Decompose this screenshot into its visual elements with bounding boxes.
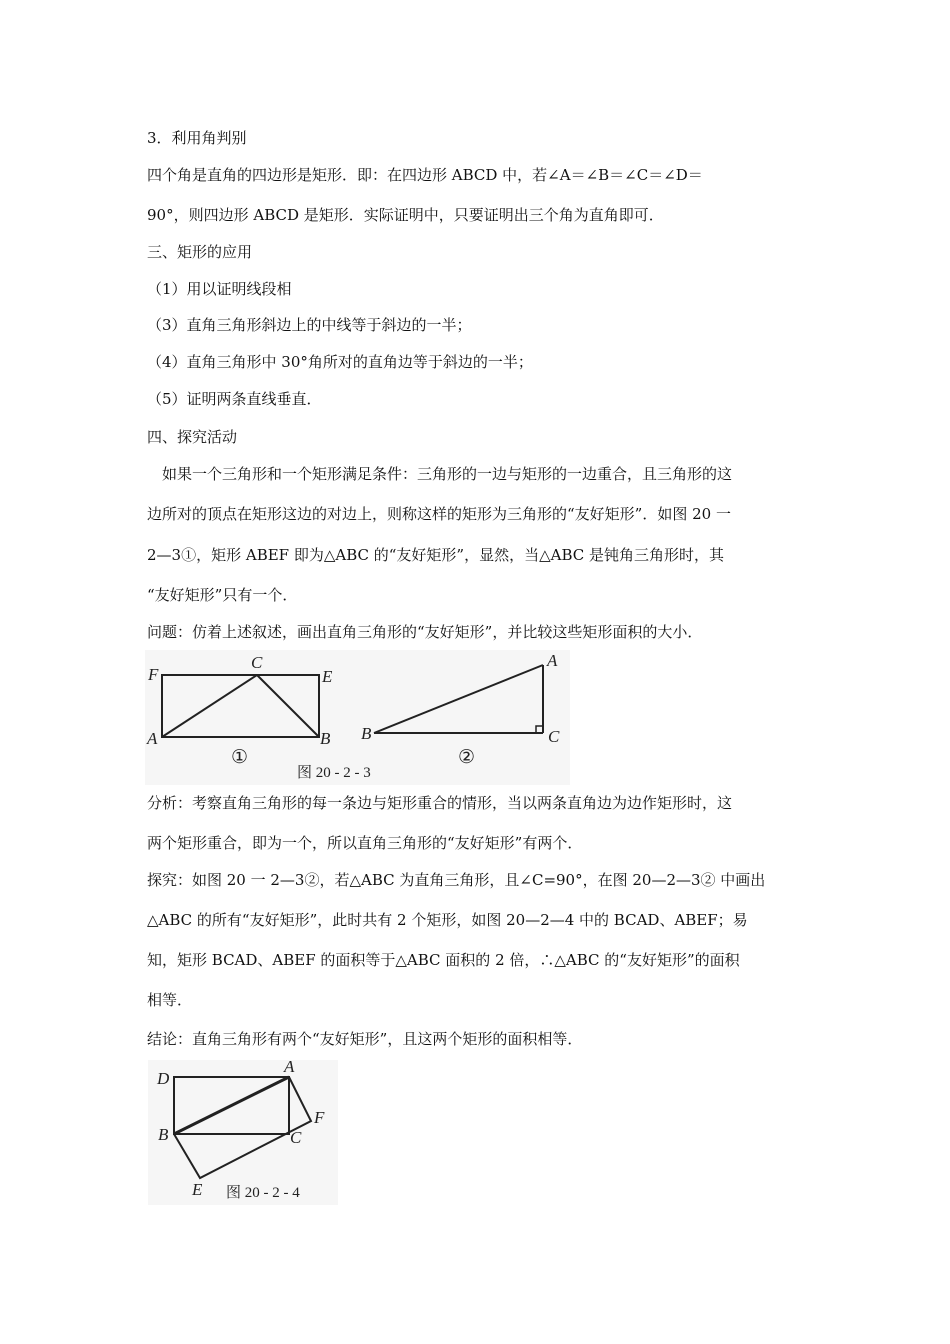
line-1: 3．利用角判别 <box>147 129 247 147</box>
line-21: 结论：直角三角形有两个“友好矩形”，且这两个矩形的面积相等． <box>147 1030 583 1048</box>
line-14: 问题：仿着上述叙述，画出直角三角形的“友好矩形”，并比较这些矩形面积的大小． <box>147 623 703 641</box>
line-12: 2—3①，矩形 ABEF 即为△ABC 的“友好矩形”，显然，当△ABC 是钝角三角形时，其 <box>147 546 725 564</box>
line-5: （1）用以证明线段相 <box>147 280 292 298</box>
line-19: 知，矩形 BCAD、ABEF 的面积等于△ABC 面积的 2 倍，∴△ABC 的“友好矩形”的面积 <box>147 951 740 969</box>
line-7: （4）直角三角形中 30°角所对的直角边等于斜边的一半； <box>147 353 533 371</box>
subfigure-2-mark: ② <box>458 747 476 768</box>
label-c-3: C <box>290 1128 302 1147</box>
line-11: 边所对的顶点在矩形这边的对边上，则称这样的矩形为三角形的“友好矩形”．如图 20 一 <box>147 505 731 523</box>
line-8: （5）证明两条直线垂直． <box>147 390 322 408</box>
label-f: F <box>148 665 159 684</box>
figure-20-2-4 <box>148 1060 338 1205</box>
line-16: 两个矩形重合，即为一个，所以直角三角形的“友好矩形”有两个． <box>147 834 583 852</box>
line-9: 四、探究活动 <box>147 428 238 446</box>
line-20: 相等． <box>147 991 193 1009</box>
label-d: D <box>157 1069 170 1088</box>
label-c: C <box>251 653 263 672</box>
subfigure-1-mark: ① <box>231 747 249 768</box>
label-b-3: B <box>158 1125 169 1144</box>
label-e-2: E <box>192 1180 203 1199</box>
line-17: 探究：如图 20 一 2—3②，若△ABC 为直角三角形，且∠C=90°，在图 20—2—3② 中画出 <box>147 871 766 889</box>
label-a-3: A <box>284 1060 295 1076</box>
line-6: （3）直角三角形斜边上的中线等于斜边的一半； <box>147 316 472 334</box>
label-e: E <box>322 667 333 686</box>
label-a-2: A <box>547 651 558 670</box>
line-10: 如果一个三角形和一个矩形满足条件：三角形的一边与矩形的一边重合，且三角形的这 <box>147 465 733 483</box>
label-b-2: B <box>361 724 372 743</box>
figure-caption-1: 图 20 - 2 - 3 <box>297 765 371 781</box>
label-b: B <box>320 729 331 748</box>
line-18: △ABC 的所有“友好矩形”，此时共有 2 个矩形，如图 20—2—4 中的 BCAD、ABEF；易 <box>147 911 748 929</box>
line-15: 分析：考察直角三角形的每一条边与矩形重合的情形，当以两条直角边为边作矩形时，这 <box>147 794 733 812</box>
label-f-2: F <box>314 1108 325 1127</box>
line-13: “友好矩形”只有一个． <box>147 586 298 604</box>
label-c-2: C <box>548 727 560 746</box>
label-a: A <box>147 729 158 748</box>
line-2: 四个角是直角的四边形是矩形．即：在四边形 ABCD 中，若∠A＝∠B＝∠C＝∠D＝ <box>147 166 703 184</box>
figure-caption-2: 图 20 - 2 - 4 <box>226 1185 300 1201</box>
line-3: 90°，则四边形 ABCD 是矩形．实际证明中，只要证明出三个角为直角即可． <box>147 206 664 224</box>
line-4: 三、矩形的应用 <box>147 243 253 261</box>
figure-20-2-3 <box>145 650 570 785</box>
